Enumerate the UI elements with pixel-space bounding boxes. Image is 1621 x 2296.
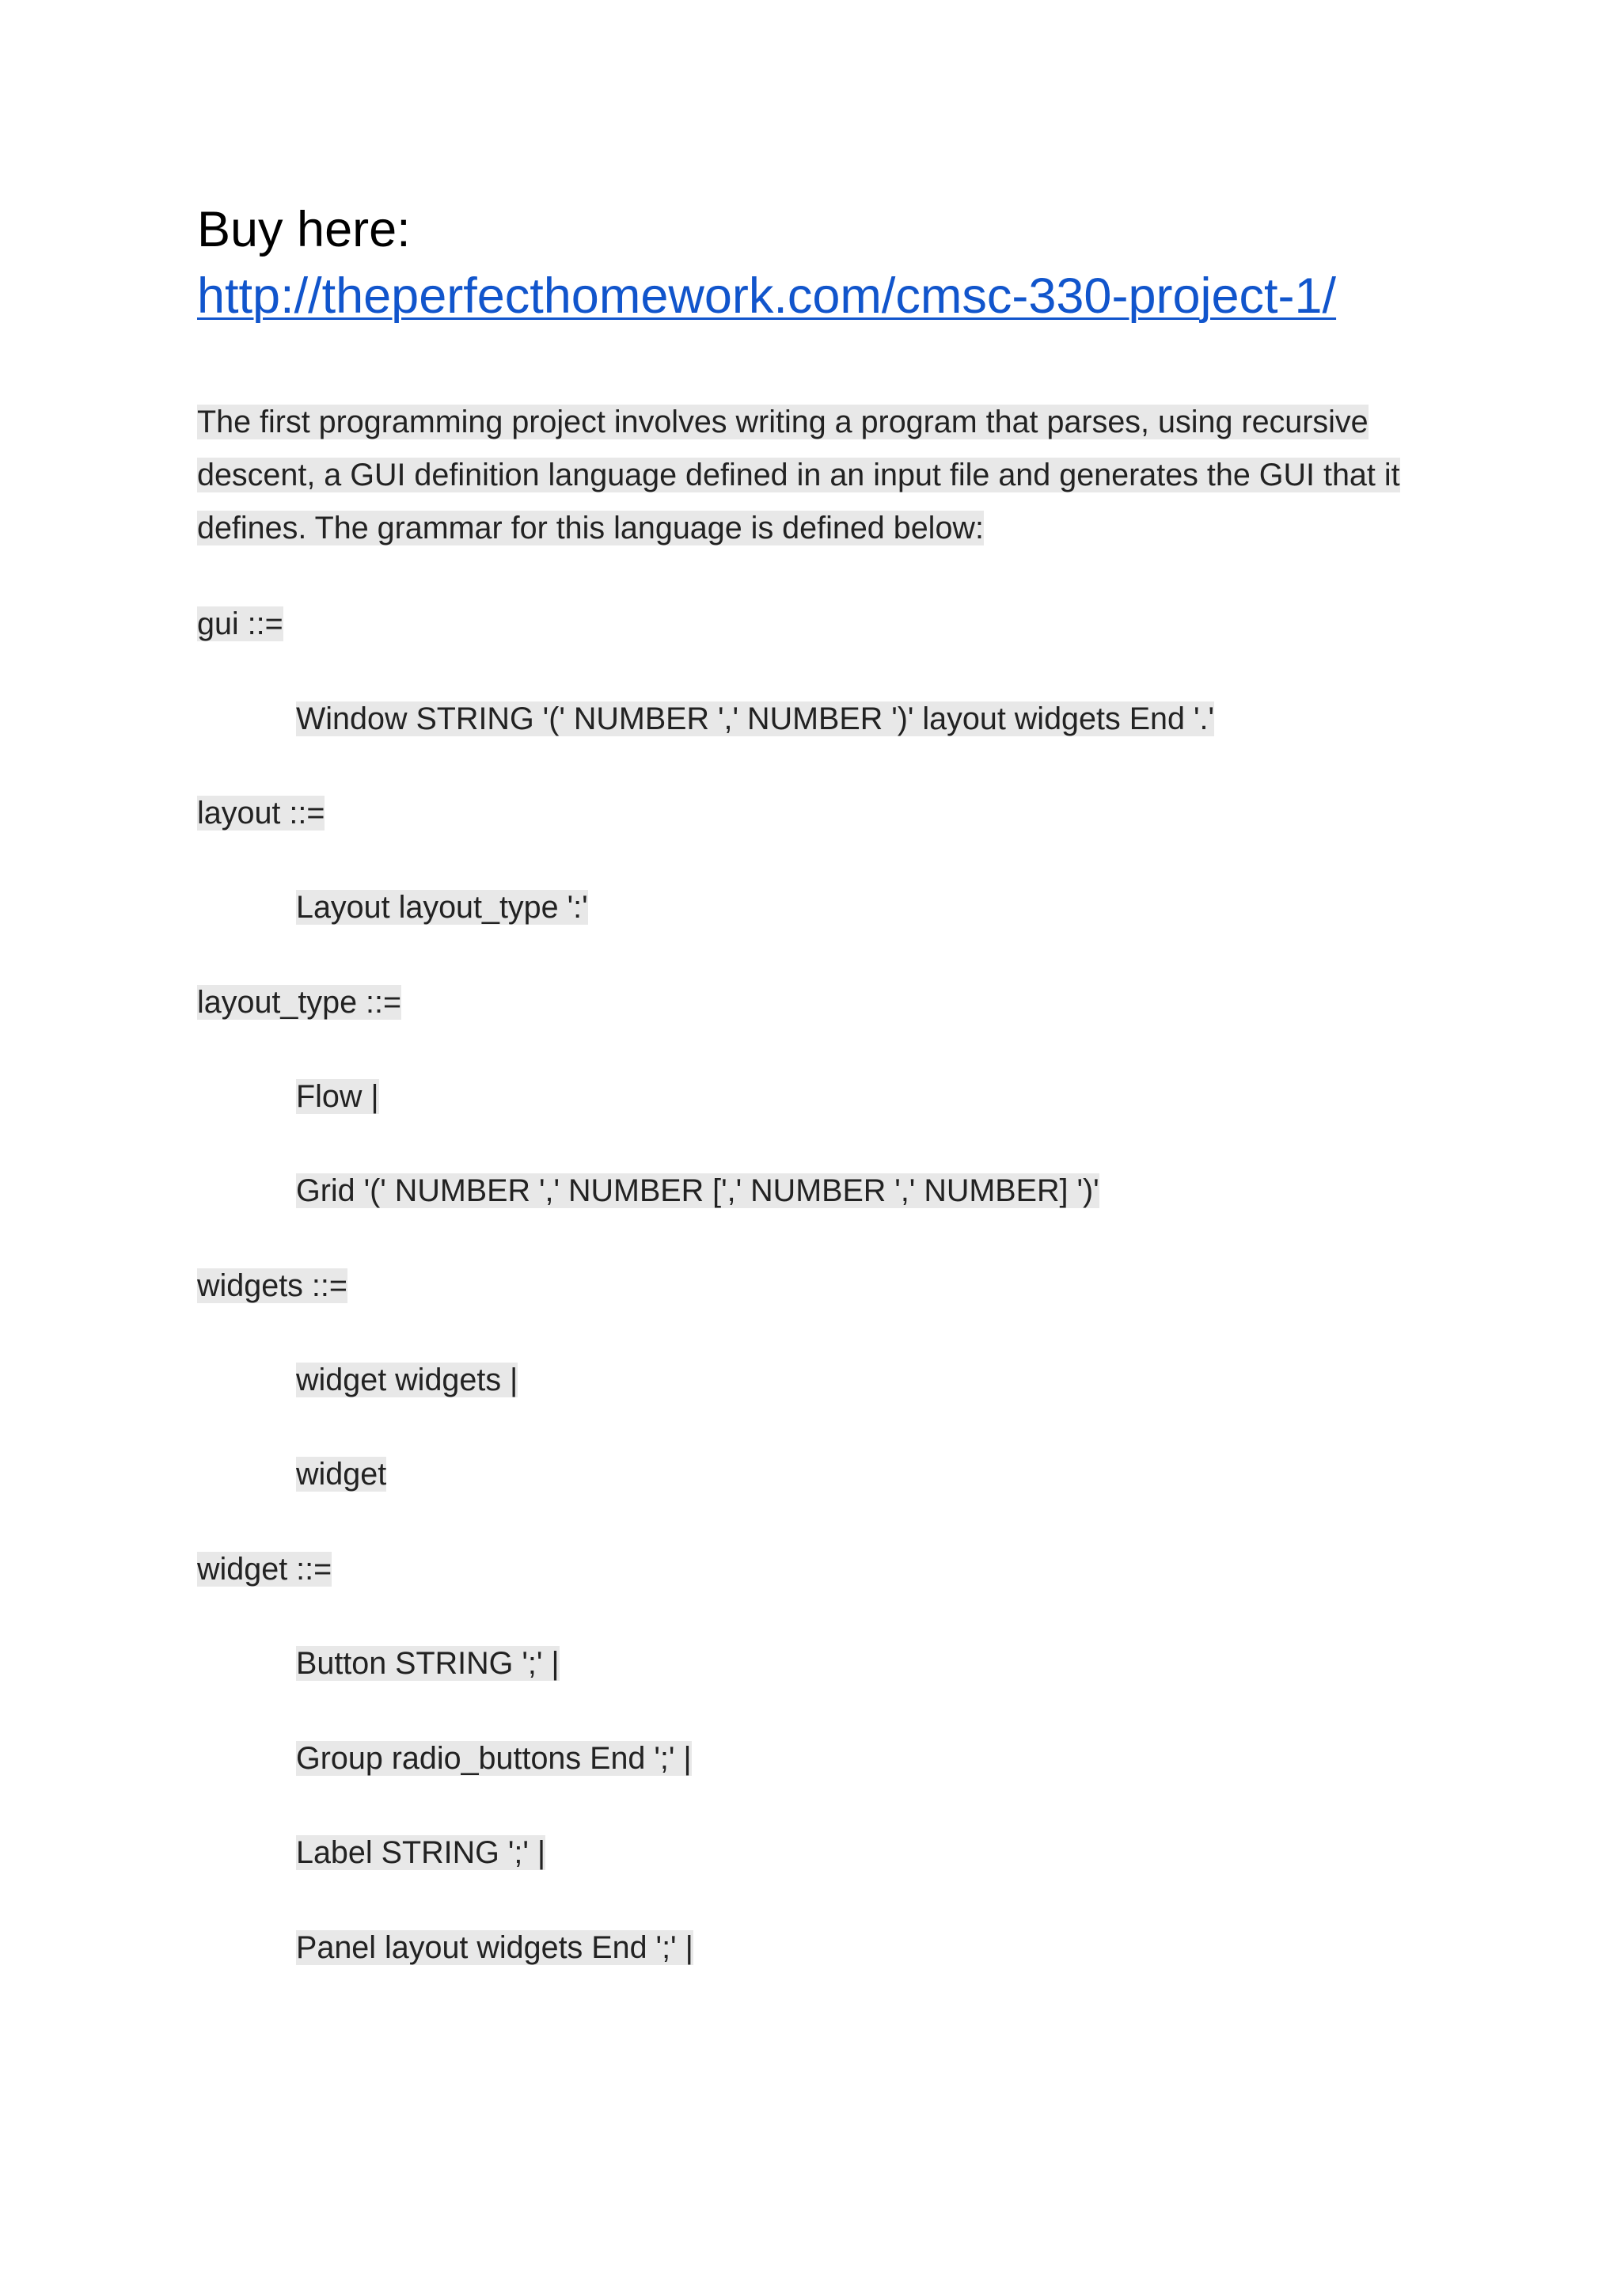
grammar-rule-layout: layout ::= xyxy=(197,796,325,831)
product-link[interactable]: http://theperfecthomework.com/cmsc-330-project-1/ xyxy=(197,268,1337,324)
intro-text: The first programming project involves writing a program that parses, using recursive descent, a GUI definition language defined in an input file and generates the GUI that it defines. The grammar for this language is defined below: xyxy=(197,405,1400,545)
grammar-production-group: Group radio_buttons End ';' | xyxy=(296,1741,692,1776)
buy-heading xyxy=(197,196,1543,329)
grammar-production-button: Button STRING ';' | xyxy=(296,1646,560,1681)
grammar-production-flow: Flow | xyxy=(296,1079,379,1114)
grammar-production-widget-widgets: widget widgets | xyxy=(296,1363,518,1397)
intro-paragraph xyxy=(197,396,1432,555)
grammar-rule-gui: gui ::= xyxy=(197,606,283,641)
grammar-production-layout: Layout layout_type ':' xyxy=(296,890,588,925)
grammar-rule-widgets: widgets ::= xyxy=(197,1268,347,1303)
grammar-production-label: Label STRING ';' | xyxy=(296,1835,546,1870)
grammar-production-window: Window STRING '(' NUMBER ',' NUMBER ')' layout widgets End '.' xyxy=(296,701,1215,736)
grammar-rule-widget: widget ::= xyxy=(197,1552,332,1587)
grammar-production-panel: Panel layout widgets End ';' | xyxy=(296,1930,693,1965)
grammar-production-widget: widget xyxy=(296,1457,387,1492)
grammar-rule-layout-type: layout_type ::= xyxy=(197,985,402,1020)
grammar-production-grid: Grid '(' NUMBER ',' NUMBER [',' NUMBER ',' NUMBER] ')' xyxy=(296,1173,1099,1208)
buy-here-label: Buy here: xyxy=(197,202,411,257)
